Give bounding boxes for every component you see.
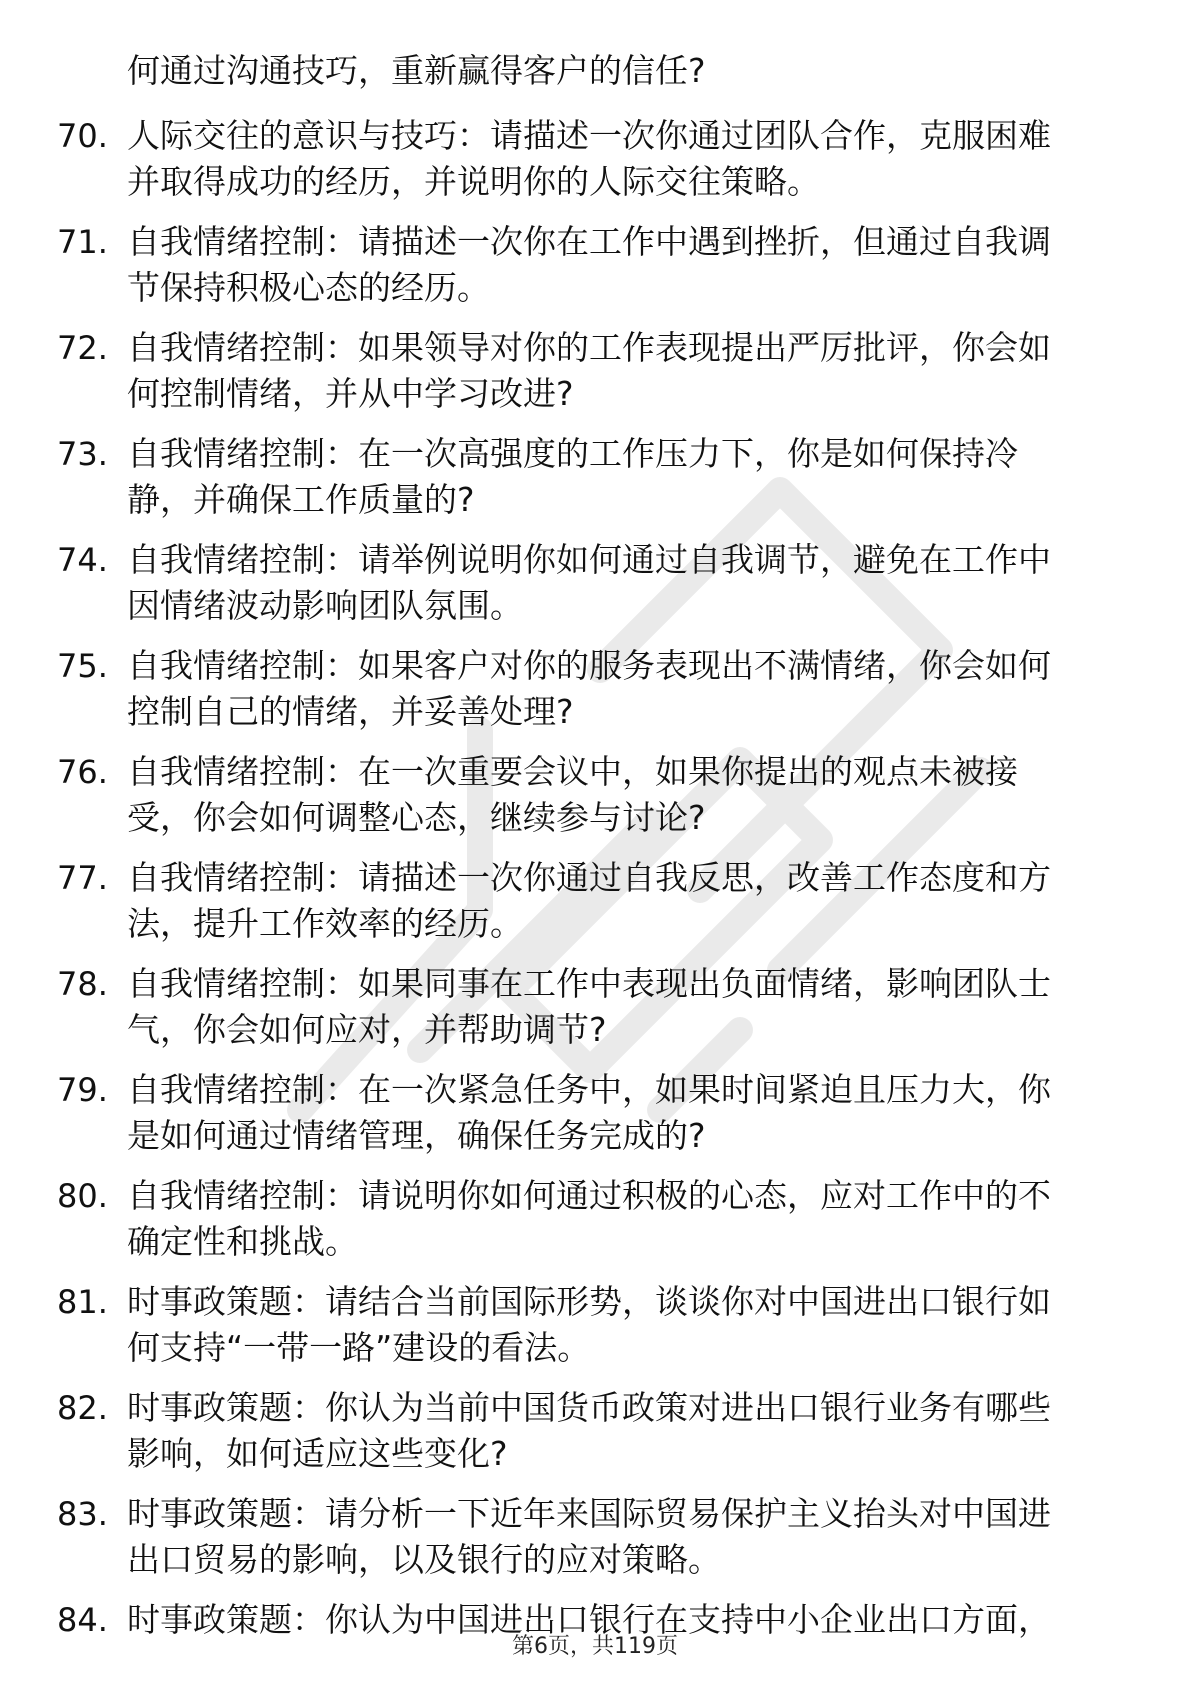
question-text-line: 自我情绪控制：请举例说明你如何通过自我调节，避免在工作中: [127, 540, 1051, 579]
question-text: [127, 1385, 1127, 1477]
question-text: [127, 113, 1127, 205]
question-text-line: 人际交往的意识与技巧：请描述一次你通过团队合作，克服困难: [127, 116, 1051, 155]
question-text-line: 何支持“一带一路”建设的看法。: [127, 1328, 591, 1367]
question-text: [127, 1491, 1127, 1583]
question-text-line: 静，并确保工作质量的?: [127, 480, 475, 519]
question-text-line: 自我情绪控制：如果领导对你的工作表现提出严厉批评，你会如: [127, 328, 1051, 367]
question-text-line: 控制自己的情绪，并妥善处理?: [127, 692, 574, 731]
question-text-line: 受，你会如何调整心态，继续参与讨论?: [127, 798, 706, 837]
question-text: [127, 1067, 1127, 1159]
question-number: 71.: [57, 223, 108, 261]
question-number: 73.: [57, 435, 108, 473]
question-text-line: 自我情绪控制：在一次紧急任务中，如果时间紧迫且压力大，你: [127, 1070, 1051, 1109]
question-text-line: 自我情绪控制：在一次高强度的工作压力下，你是如何保持冷: [127, 434, 1018, 473]
question-item: [0, 219, 1190, 325]
question-text: [127, 1279, 1127, 1371]
question-item: [0, 1279, 1190, 1385]
question-text-line: 何控制情绪，并从中学习改进?: [127, 374, 574, 413]
question-number: 76.: [57, 753, 108, 791]
question-text-line: 并取得成功的经历，并说明你的人际交往策略。: [127, 162, 820, 201]
question-number: 84.: [57, 1601, 108, 1639]
question-text: [127, 325, 1127, 417]
question-number: 72.: [57, 329, 108, 367]
question-number: 70.: [57, 117, 108, 155]
question-text-line: 确定性和挑战。: [127, 1222, 358, 1261]
question-item: [0, 1385, 1190, 1491]
question-text: [127, 643, 1127, 735]
question-number: 83.: [57, 1495, 108, 1533]
question-text-line: 自我情绪控制：请描述一次你在工作中遇到挫折，但通过自我调: [127, 222, 1051, 261]
question-text-line: 时事政策题：你认为中国进出口银行在支持中小企业出口方面，: [127, 1600, 1051, 1639]
question-item: [0, 113, 1190, 219]
question-text-line: 自我情绪控制：在一次重要会议中，如果你提出的观点未被接: [127, 752, 1018, 791]
question-item: [0, 1491, 1190, 1597]
question-text-line: 自我情绪控制：如果客户对你的服务表现出不满情绪，你会如何: [127, 646, 1051, 685]
question-text-line: 自我情绪控制：请描述一次你通过自我反思，改善工作态度和方: [127, 858, 1051, 897]
question-text: [127, 219, 1127, 311]
question-text-line: 自我情绪控制：请说明你如何通过积极的心态，应对工作中的不: [127, 1176, 1051, 1215]
question-number: 81.: [57, 1283, 108, 1321]
question-text-line: 节保持积极心态的经历。: [127, 268, 490, 307]
question-item: [0, 325, 1190, 431]
question-number: 74.: [57, 541, 108, 579]
question-item: [0, 643, 1190, 749]
question-text: [127, 855, 1127, 947]
question-text-line: 自我情绪控制：如果同事在工作中表现出负面情绪，影响团队士: [127, 964, 1051, 1003]
question-text: [127, 431, 1127, 523]
question-number: 78.: [57, 965, 108, 1003]
question-number: 80.: [57, 1177, 108, 1215]
question-text-line: 是如何通过情绪管理，确保任务完成的?: [127, 1116, 706, 1155]
question-number: 75.: [57, 647, 108, 685]
question-item: [0, 855, 1190, 961]
question-number: 77.: [57, 859, 108, 897]
question-text-line: 时事政策题：你认为当前中国货币政策对进出口银行业务有哪些: [127, 1388, 1051, 1427]
question-number: 82.: [57, 1389, 108, 1427]
question-text-line: 法，提升工作效率的经历。: [127, 904, 523, 943]
question-number: 79.: [57, 1071, 108, 1109]
question-text: [127, 749, 1127, 841]
question-text-line: 时事政策题：请结合当前国际形势，谈谈你对中国进出口银行如: [127, 1282, 1051, 1321]
question-text-line: 影响，如何适应这些变化?: [127, 1434, 508, 1473]
question-text-line: 出口贸易的影响，以及银行的应对策略。: [127, 1540, 721, 1579]
question-text: [127, 961, 1127, 1053]
question-text-line: 气，你会如何应对，并帮助调节?: [127, 1010, 607, 1049]
question-item: [0, 1067, 1190, 1173]
question-item: [0, 431, 1190, 537]
question-text-line: 因情绪波动影响团队氛围。: [127, 586, 523, 625]
question-item: [0, 961, 1190, 1067]
question-list: [0, 113, 1190, 1703]
question-item: [0, 537, 1190, 643]
question-text: [127, 1173, 1127, 1265]
question-item: [0, 1173, 1190, 1279]
continued-question-text: 何通过沟通技巧，重新赢得客户的信任?: [127, 51, 706, 90]
page-footer: 第6页，共119页: [512, 1634, 678, 1659]
question-text-line: 时事政策题：请分析一下近年来国际贸易保护主义抬头对中国进: [127, 1494, 1051, 1533]
question-text: [127, 537, 1127, 629]
question-item: [0, 749, 1190, 855]
